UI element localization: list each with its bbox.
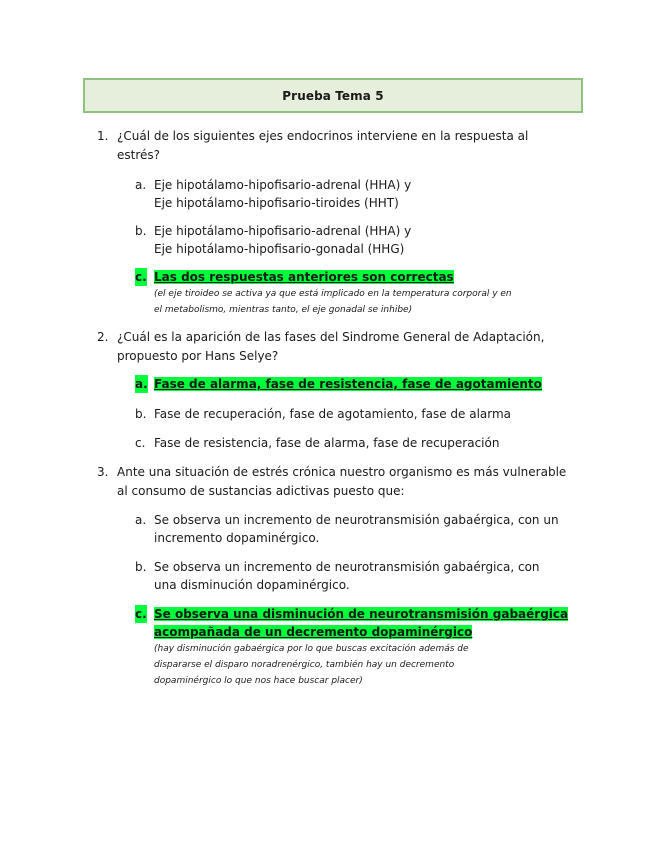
option-text: Fase de resistencia, fase de alarma, fase de recuperación: [154, 436, 500, 450]
option-letter: b.: [135, 407, 147, 421]
option-letter: c.: [135, 270, 147, 284]
question-3-option-b: [135, 558, 585, 594]
option-text: Eje hipotálamo-hipofisario-adrenal (HHA) y Eje hipotálamo-hipofisario-tiroides (HHT): [154, 178, 412, 210]
option-text: [154, 605, 585, 689]
question-2-option-a-correct: [135, 375, 585, 393]
question-number: 1.: [97, 129, 109, 143]
answer-note: dispararse el disparo noradrenérgico, también hay un decremento: [154, 660, 455, 670]
question-1: [97, 127, 597, 165]
question-number: 2.: [97, 330, 109, 344]
highlighted-answer: Se observa una disminución de neurotransmisión gabaérgica: [154, 607, 569, 621]
option-letter: a.: [135, 513, 147, 527]
question-3-option-a: [135, 511, 585, 547]
highlighted-answer: acompañada de un decremento dopaminérgico: [154, 625, 473, 639]
option-letter: a.: [135, 178, 147, 192]
option-text: Fase de recuperación, fase de agotamiento, fase de alarma: [154, 407, 512, 421]
question-3: [97, 463, 597, 501]
answer-note: el metabolismo, mientras tanto, el eje gonadal se inhibe): [154, 305, 413, 315]
answer-note: (hay disminución gabaérgica por lo que buscas excitación además de: [154, 644, 469, 654]
option-text: [154, 268, 585, 318]
option-text: Se observa un incremento de neurotransmisión gabaérgica, con una disminución dopaminérgico.: [154, 560, 540, 592]
question-1-option-a: [135, 176, 585, 212]
document-title: Prueba Tema 5: [282, 88, 384, 103]
question-3-option-c-correct: [135, 605, 585, 689]
question-text: ¿Cuál de los siguientes ejes endocrinos interviene en la respuesta al estrés?: [117, 129, 529, 162]
highlighted-answer: Las dos respuestas anteriores son correctas: [154, 270, 454, 284]
question-1-option-c-correct: [135, 268, 585, 318]
answer-note: (el eje tiroideo se activa ya que está implicado en la temperatura corporal y en: [154, 289, 512, 299]
question-number: 3.: [97, 465, 109, 479]
option-letter: a.: [135, 377, 148, 391]
option-text: Eje hipotálamo-hipofisario-adrenal (HHA) y Eje hipotálamo-hipofisario-gonadal (HHG): [154, 224, 412, 256]
highlighted-answer: Fase de alarma, fase de resistencia, fase de agotamiento: [154, 377, 542, 391]
option-letter: c.: [135, 436, 146, 450]
question-text: Ante una situación de estrés crónica nuestro organismo es más vulnerable al consumo de sustancias adictivas puesto que:: [117, 465, 567, 498]
option-letter: b.: [135, 560, 147, 574]
option-letter: b.: [135, 224, 147, 238]
document-title-box: [83, 78, 583, 113]
question-text: ¿Cuál es la aparición de las fases del Sindrome General de Adaptación, propuesto por Hans Selye?: [117, 330, 545, 363]
question-2: [97, 328, 597, 366]
option-text: Se observa un incremento de neurotransmisión gabaérgica, con un incremento dopaminérgico.: [154, 513, 559, 545]
option-text: [154, 375, 585, 393]
question-1-option-b: [135, 222, 585, 258]
answer-note: dopaminérgico lo que nos hace buscar placer): [154, 676, 363, 686]
question-2-option-b: [135, 405, 585, 423]
option-letter: c.: [135, 607, 147, 621]
question-2-option-c: [135, 434, 585, 452]
